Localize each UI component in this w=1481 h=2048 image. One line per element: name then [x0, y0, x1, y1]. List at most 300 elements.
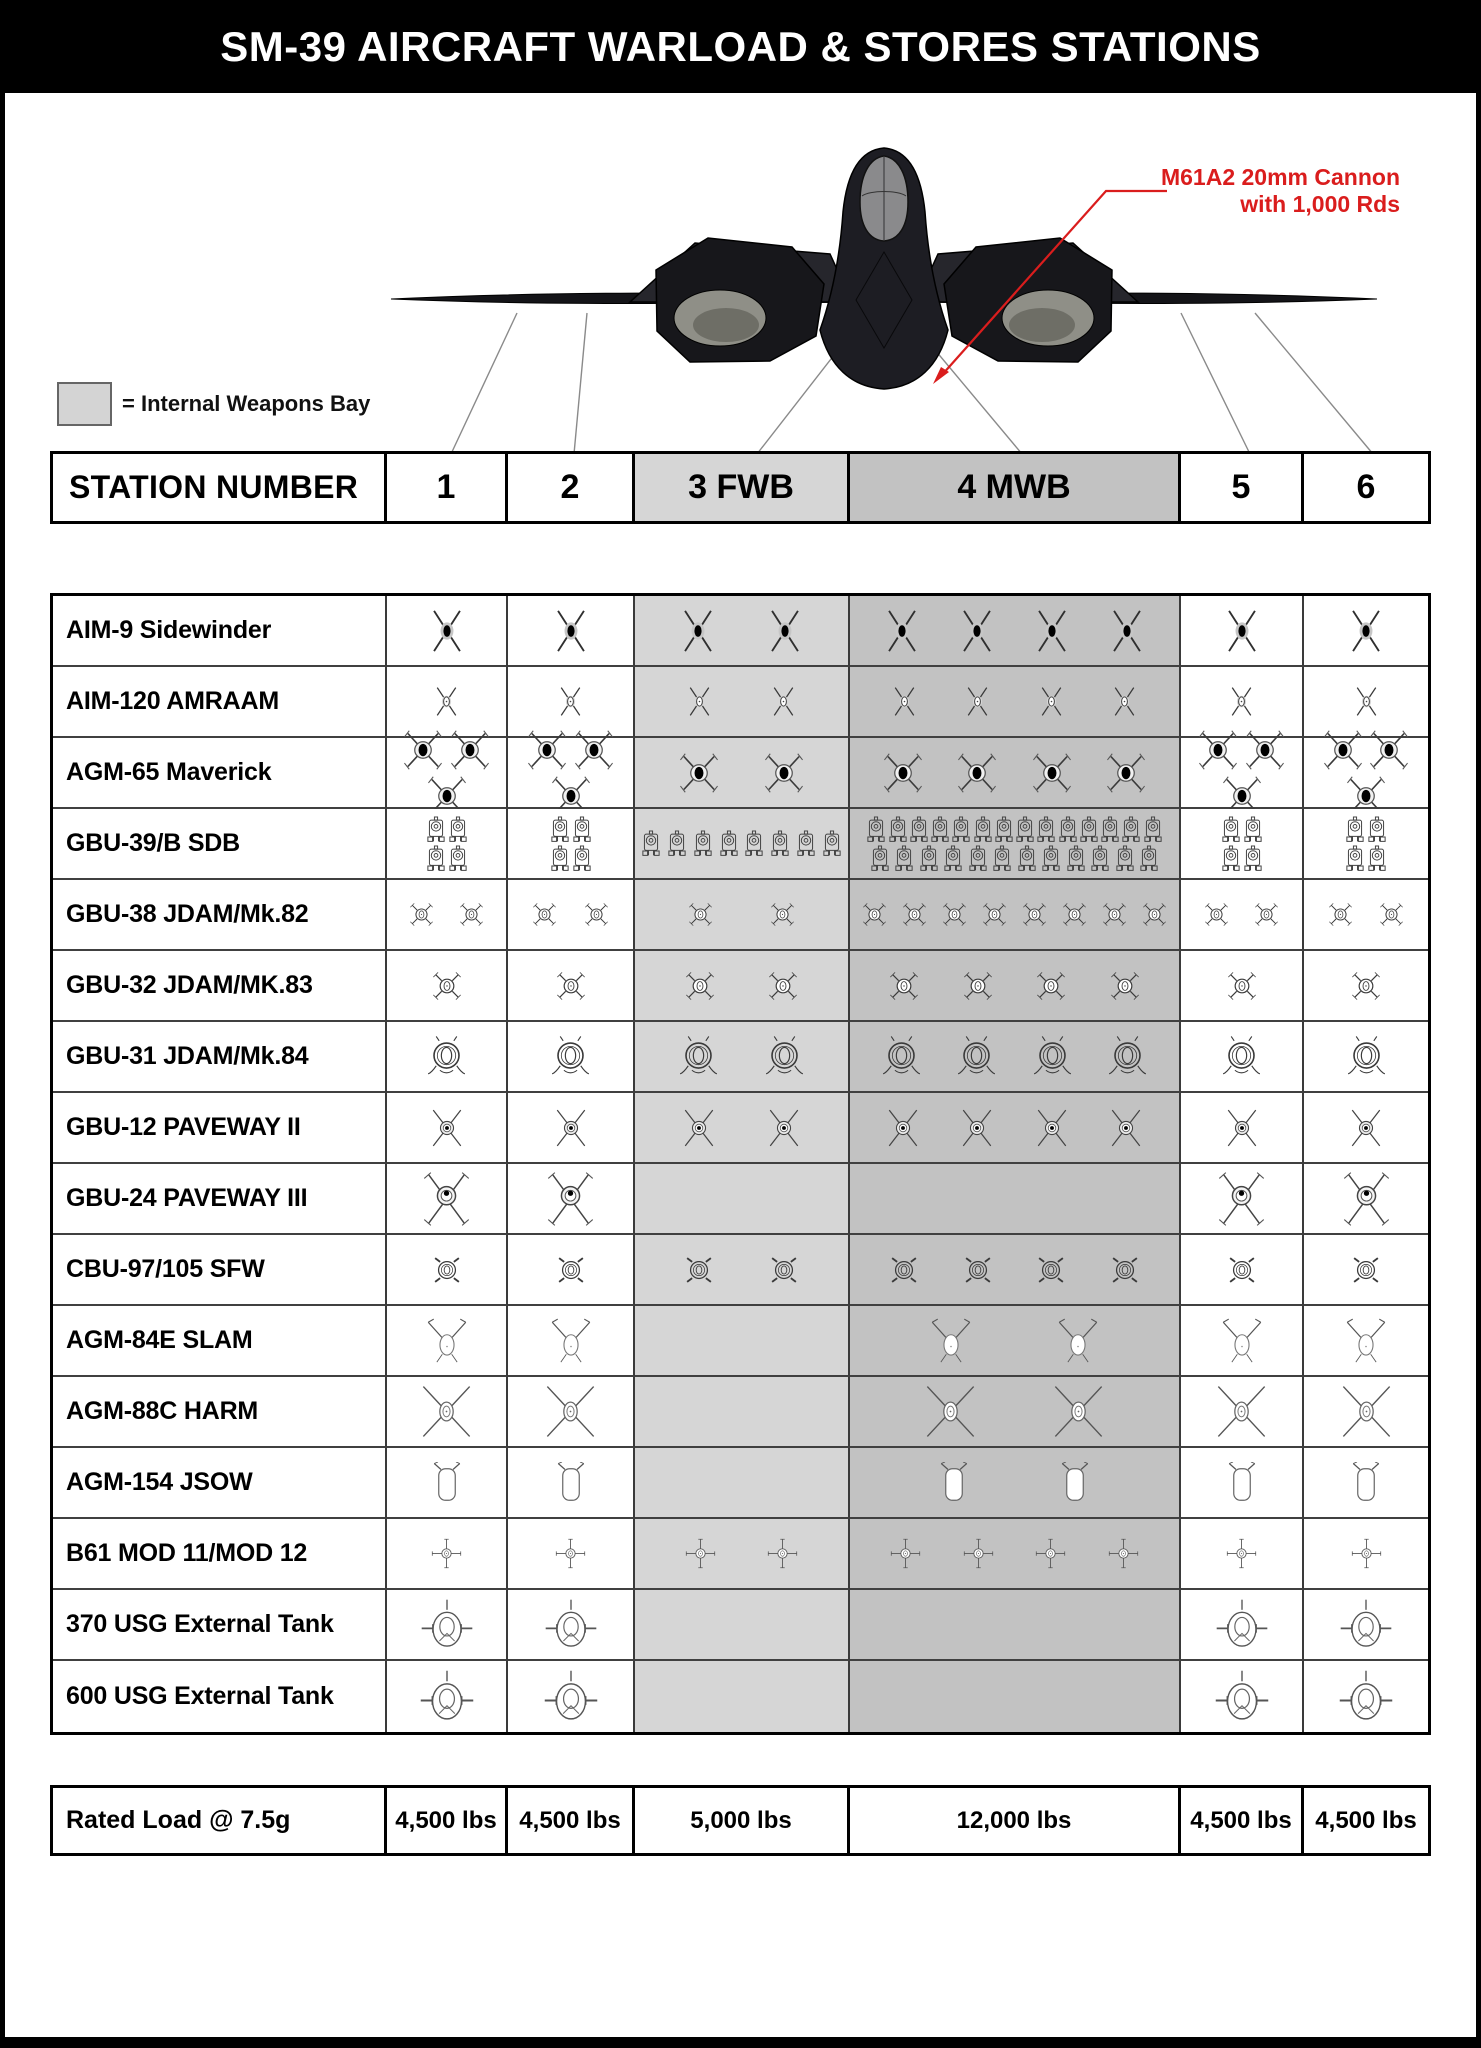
- station-cell: [1181, 1519, 1304, 1590]
- aim120-missile-icon: [765, 683, 802, 720]
- station-cell: [508, 1022, 635, 1093]
- station-cell: [1304, 951, 1428, 1022]
- page-left-border: [0, 0, 5, 2048]
- station-cell: [1304, 1306, 1428, 1377]
- gbu31-bomb-icon: [953, 1032, 1000, 1082]
- station-cell: [635, 880, 850, 951]
- gbu39-bomb-icon: [744, 830, 764, 857]
- gbu31-bomb-icon: [547, 1032, 594, 1082]
- fuel-tank-large-icon: [419, 1668, 475, 1726]
- station-cell: [1181, 1590, 1304, 1661]
- station-cell: [1181, 880, 1304, 951]
- gbu12-bomb-icon: [425, 1106, 469, 1150]
- b61-bomb-icon: [765, 1536, 800, 1571]
- agm84-missile-icon: [926, 1316, 976, 1366]
- station-cell: [850, 1661, 1181, 1732]
- aim120-missile-icon: [681, 683, 718, 720]
- gbu39-bomb-icon: [1041, 845, 1061, 872]
- agm88-missile-icon: [922, 1383, 979, 1440]
- gbu38-bomb-icon: [1099, 899, 1130, 930]
- bottom-bar: [0, 2037, 1481, 2048]
- agm154-glide-icon: [429, 1462, 465, 1504]
- store-label: 370 USG External Tank: [53, 1590, 387, 1661]
- gbu39-bomb-icon: [550, 845, 570, 872]
- station-cell-4-mwb: 4 MWB: [850, 454, 1181, 521]
- gbu39-bomb-icon: [1115, 845, 1135, 872]
- station-cell: [635, 1164, 850, 1235]
- agm65-missile-icon: [448, 728, 492, 772]
- gbu39-bomb-icon: [1036, 816, 1056, 843]
- gbu31-bomb-icon: [1218, 1032, 1265, 1082]
- gbu39-bomb-icon: [1058, 816, 1078, 843]
- gbu24-bomb-icon: [544, 1171, 597, 1227]
- store-label: GBU-32 JDAM/MK.83: [53, 951, 387, 1022]
- fuel-tank-large-icon: [543, 1668, 599, 1726]
- gbu39-bomb-icon: [719, 830, 739, 857]
- station-cell: [387, 1306, 508, 1377]
- station-cell-2: 2: [508, 454, 635, 521]
- legend-label: = Internal Weapons Bay: [122, 391, 371, 416]
- station-cell: [1181, 1448, 1304, 1519]
- station-cell: [1181, 1235, 1304, 1306]
- gbu31-bomb-icon: [761, 1032, 808, 1082]
- station-cell: [1304, 880, 1428, 951]
- gbu39-bomb-icon: [1367, 816, 1387, 843]
- station-cell: [635, 1519, 850, 1590]
- agm88-missile-icon: [1050, 1383, 1107, 1440]
- station-cell: [387, 1377, 508, 1448]
- gbu39-bomb-icon: [641, 830, 661, 857]
- agm84-missile-icon: [1341, 1316, 1391, 1366]
- gbu38-bomb-icon: [767, 899, 798, 930]
- aim9-missile-icon: [548, 608, 594, 654]
- station-cell: [1304, 1093, 1428, 1164]
- gbu39-bomb-icon: [973, 816, 993, 843]
- gbu38-bomb-icon: [1325, 899, 1356, 930]
- gbu12-bomb-icon: [1344, 1106, 1388, 1150]
- store-label: AIM-9 Sidewinder: [53, 596, 387, 667]
- gbu39-bomb-icon: [1121, 816, 1141, 843]
- station-cell: [508, 1661, 635, 1732]
- cbu97-bomb-icon: [1031, 1250, 1071, 1290]
- store-label: GBU-31 JDAM/Mk.84: [53, 1022, 387, 1093]
- gbu32-bomb-icon: [1106, 967, 1144, 1005]
- agm84-missile-icon: [546, 1316, 596, 1366]
- store-label: GBU-38 JDAM/Mk.82: [53, 880, 387, 951]
- station-cell: [1304, 1661, 1428, 1732]
- station-cell: [635, 1235, 850, 1306]
- gbu39-bomb-icon: [822, 830, 842, 857]
- station-cell: [387, 1519, 508, 1590]
- agm65-missile-icon: [572, 728, 616, 772]
- station-cell: [508, 738, 635, 809]
- gbu39-bomb-icon: [1079, 816, 1099, 843]
- agm154-glide-icon: [1348, 1462, 1384, 1504]
- gbu31-bomb-icon: [1029, 1032, 1076, 1082]
- gbu39-bomb-icon: [1345, 845, 1365, 872]
- station-cell: [387, 1590, 508, 1661]
- aim9-missile-icon: [879, 608, 925, 654]
- station-number-table: [50, 451, 1431, 524]
- stores-matrix-table: [50, 593, 1431, 1735]
- station-cell: [387, 1235, 508, 1306]
- agm88-missile-icon: [1338, 1383, 1395, 1440]
- store-label: CBU-97/105 SFW: [53, 1235, 387, 1306]
- station-cell: [1304, 738, 1428, 809]
- b61-bomb-icon: [1106, 1536, 1141, 1571]
- gbu32-bomb-icon: [1347, 967, 1385, 1005]
- agm65-missile-icon: [1321, 728, 1365, 772]
- gbu39-bomb-icon: [1017, 845, 1037, 872]
- station-cell: [1304, 596, 1428, 667]
- station-cell: [508, 1448, 635, 1519]
- station-cell: [508, 1590, 635, 1661]
- gbu38-bomb-icon: [456, 899, 487, 930]
- station-cell: [1181, 951, 1304, 1022]
- cbu97-bomb-icon: [551, 1250, 591, 1290]
- gbu12-bomb-icon: [1104, 1106, 1148, 1150]
- station-cell: [850, 1022, 1181, 1093]
- store-label: GBU-24 PAVEWAY III: [53, 1164, 387, 1235]
- cbu97-bomb-icon: [427, 1250, 467, 1290]
- gbu38-bomb-icon: [899, 899, 930, 930]
- gbu39-bomb-icon: [796, 830, 816, 857]
- aim120-missile-icon: [959, 683, 996, 720]
- station-cell: [387, 1093, 508, 1164]
- gbu32-bomb-icon: [1223, 967, 1261, 1005]
- gbu12-bomb-icon: [677, 1106, 721, 1150]
- aim120-missile-icon: [886, 683, 923, 720]
- station-cell: [1304, 1377, 1428, 1448]
- store-label: AGM-88C HARM: [53, 1377, 387, 1448]
- station-cell: [850, 738, 1181, 809]
- cannon-annotation: [1161, 164, 1400, 218]
- station-cell: [387, 1661, 508, 1732]
- gbu31-bomb-icon: [675, 1032, 722, 1082]
- b61-bomb-icon: [553, 1536, 588, 1571]
- gbu12-bomb-icon: [881, 1106, 925, 1150]
- station-cell: [635, 1022, 850, 1093]
- gbu39-bomb-icon: [448, 816, 468, 843]
- aim120-missile-icon: [552, 683, 589, 720]
- agm154-glide-icon: [936, 1462, 972, 1504]
- station-cell: [635, 1093, 850, 1164]
- cbu97-bomb-icon: [1105, 1250, 1145, 1290]
- station-cell: [850, 596, 1181, 667]
- gbu39-bomb-icon: [1139, 845, 1159, 872]
- gbu39-bomb-icon: [888, 816, 908, 843]
- station-cell: [1181, 1022, 1304, 1093]
- gbu39-bomb-icon: [1015, 816, 1035, 843]
- station-cell: [635, 1448, 850, 1519]
- rated-load-value-4: 12,000 lbs: [850, 1788, 1181, 1853]
- b61-bomb-icon: [961, 1536, 996, 1571]
- b61-bomb-icon: [888, 1536, 923, 1571]
- station-cell: [850, 1093, 1181, 1164]
- aim9-missile-icon: [675, 608, 721, 654]
- station-cell: [1181, 1164, 1304, 1235]
- gbu38-bomb-icon: [1059, 899, 1090, 930]
- station-cell: [387, 880, 508, 951]
- gbu24-bomb-icon: [420, 1171, 473, 1227]
- gbu38-bomb-icon: [529, 899, 560, 930]
- station-cell: [850, 667, 1181, 738]
- store-label: GBU-39/B SDB: [53, 809, 387, 880]
- gbu38-bomb-icon: [1201, 899, 1232, 930]
- gbu38-bomb-icon: [979, 899, 1010, 930]
- station-cell: [508, 1093, 635, 1164]
- station-cell: [635, 1661, 850, 1732]
- station-cell: [850, 1377, 1181, 1448]
- gbu39-bomb-icon: [1367, 845, 1387, 872]
- station-cell: [1304, 809, 1428, 880]
- station-cell: [387, 1448, 508, 1519]
- store-label: AGM-154 JSOW: [53, 1448, 387, 1519]
- gbu12-bomb-icon: [762, 1106, 806, 1150]
- gbu39-bomb-icon: [992, 845, 1012, 872]
- gbu12-bomb-icon: [549, 1106, 593, 1150]
- rated-load-header: Rated Load @ 7.5g: [53, 1788, 387, 1853]
- agm84-missile-icon: [1053, 1316, 1103, 1366]
- agm65-missile-icon: [401, 728, 445, 772]
- agm84-missile-icon: [422, 1316, 472, 1366]
- station-cell: [508, 1164, 635, 1235]
- aim120-missile-icon: [1348, 683, 1385, 720]
- agm88-missile-icon: [418, 1383, 475, 1440]
- agm65-missile-icon: [677, 751, 721, 795]
- station-cell: [508, 1377, 635, 1448]
- cbu97-bomb-icon: [958, 1250, 998, 1290]
- station-cell: [508, 596, 635, 667]
- gbu12-bomb-icon: [1220, 1106, 1264, 1150]
- aim120-missile-icon: [1223, 683, 1260, 720]
- station-cell: [508, 809, 635, 880]
- agm65-missile-icon: [1367, 728, 1411, 772]
- gbu39-bomb-icon: [994, 816, 1014, 843]
- station-cell: [635, 951, 850, 1022]
- station-cell: [387, 1022, 508, 1093]
- station-cell: [850, 1235, 1181, 1306]
- gbu39-bomb-icon: [943, 845, 963, 872]
- b61-bomb-icon: [429, 1536, 464, 1571]
- cannon-annotation-line1: M61A2 20mm Cannon: [1160, 164, 1400, 190]
- station-cell: [1304, 1022, 1428, 1093]
- agm65-missile-icon: [1104, 751, 1148, 795]
- gbu39-bomb-icon: [572, 845, 592, 872]
- aim9-missile-icon: [954, 608, 1000, 654]
- aim120-missile-icon: [1106, 683, 1143, 720]
- gbu38-bomb-icon: [406, 899, 437, 930]
- station-cell: [1304, 1590, 1428, 1661]
- gbu32-bomb-icon: [428, 967, 466, 1005]
- gbu39-bomb-icon: [951, 816, 971, 843]
- station-cell: [1304, 1519, 1428, 1590]
- station-cell: [508, 1306, 635, 1377]
- gbu31-bomb-icon: [1343, 1032, 1390, 1082]
- agm65-missile-icon: [762, 751, 806, 795]
- station-cell-1: 1: [387, 454, 508, 521]
- station-cell: [1181, 738, 1304, 809]
- gbu24-bomb-icon: [1215, 1171, 1268, 1227]
- gbu39-bomb-icon: [426, 845, 446, 872]
- station-cell: [387, 951, 508, 1022]
- store-label: GBU-12 PAVEWAY II: [53, 1093, 387, 1164]
- gbu39-bomb-icon: [667, 830, 687, 857]
- station-cell: [508, 1235, 635, 1306]
- page-title: SM-39 AIRCRAFT WARLOAD & STORES STATIONS: [220, 22, 1261, 70]
- fuel-tank-icon: [1339, 1598, 1393, 1652]
- rated-load-value-6: 4,500 lbs: [1315, 1806, 1417, 1834]
- rated-load-value-3: 5,000 lbs: [635, 1788, 850, 1853]
- station-cell-5: 5: [1181, 454, 1304, 521]
- station-cell: [1181, 1093, 1304, 1164]
- fuel-tank-large-icon: [1338, 1668, 1394, 1726]
- rated-load-value-1: 4,500 lbs: [387, 1788, 508, 1853]
- gbu38-bomb-icon: [581, 899, 612, 930]
- gbu39-bomb-icon: [693, 830, 713, 857]
- fuel-tank-large-icon: [1214, 1668, 1270, 1726]
- station-cell: [1181, 809, 1304, 880]
- agm65-missile-icon: [881, 751, 925, 795]
- gbu39-bomb-icon: [1066, 845, 1086, 872]
- station-cell: [635, 1377, 850, 1448]
- rated-load-value-5: 4,500 lbs: [1181, 1788, 1304, 1853]
- gbu39-bomb-icon: [909, 816, 929, 843]
- aim9-missile-icon: [1343, 608, 1389, 654]
- station-cell-6: 6: [1356, 468, 1376, 506]
- aim9-missile-icon: [1104, 608, 1150, 654]
- station-cell: [635, 667, 850, 738]
- station-cell: [1181, 1377, 1304, 1448]
- gbu32-bomb-icon: [764, 967, 802, 1005]
- station-cell: [508, 951, 635, 1022]
- store-label: B61 MOD 11/MOD 12: [53, 1519, 387, 1590]
- station-cell: [635, 1590, 850, 1661]
- gbu39-bomb-icon: [1100, 816, 1120, 843]
- gbu12-bomb-icon: [1030, 1106, 1074, 1150]
- gbu38-bomb-icon: [859, 899, 890, 930]
- station-cell: [1304, 1235, 1428, 1306]
- gbu39-bomb-icon: [572, 816, 592, 843]
- station-cell: [850, 880, 1181, 951]
- station-cell: [635, 809, 850, 880]
- gbu38-bomb-icon: [1376, 899, 1407, 930]
- gbu39-bomb-icon: [1243, 816, 1263, 843]
- gbu31-bomb-icon: [423, 1032, 470, 1082]
- gbu32-bomb-icon: [959, 967, 997, 1005]
- agm154-glide-icon: [553, 1462, 589, 1504]
- station-cell: [850, 1306, 1181, 1377]
- station-cell: [850, 951, 1181, 1022]
- title-bar: [0, 0, 1481, 93]
- gbu39-bomb-icon: [1221, 845, 1241, 872]
- aim9-missile-icon: [1219, 608, 1265, 654]
- gbu31-bomb-icon: [878, 1032, 925, 1082]
- station-cell: [850, 1164, 1181, 1235]
- rated-load-table: [50, 1785, 1431, 1856]
- gbu39-bomb-icon: [426, 816, 446, 843]
- agm65-missile-icon: [1030, 751, 1074, 795]
- gbu39-bomb-icon: [919, 845, 939, 872]
- station-cell: [1181, 1306, 1304, 1377]
- aim9-missile-icon: [1029, 608, 1075, 654]
- agm65-missile-icon: [1243, 728, 1287, 772]
- gbu32-bomb-icon: [681, 967, 719, 1005]
- b61-bomb-icon: [683, 1536, 718, 1571]
- gbu39-bomb-icon: [448, 845, 468, 872]
- gbu39-bomb-icon: [1243, 845, 1263, 872]
- gbu32-bomb-icon: [552, 967, 590, 1005]
- gbu39-bomb-icon: [1345, 816, 1365, 843]
- store-label: AIM-120 AMRAAM: [53, 667, 387, 738]
- aim9-missile-icon: [762, 608, 808, 654]
- store-label: 600 USG External Tank: [53, 1661, 387, 1732]
- station-cell: [635, 1306, 850, 1377]
- gbu38-bomb-icon: [1251, 899, 1282, 930]
- aim120-missile-icon: [428, 683, 465, 720]
- aim9-missile-icon: [424, 608, 470, 654]
- station-cell: [1181, 1661, 1304, 1732]
- rated-load-value-2: 4,500 lbs: [508, 1788, 635, 1853]
- station-cell: [387, 738, 508, 809]
- gbu39-bomb-icon: [770, 830, 790, 857]
- station-cell: [850, 809, 1181, 880]
- station-cell: [635, 596, 850, 667]
- gbu38-bomb-icon: [939, 899, 970, 930]
- agm65-missile-icon: [1196, 728, 1240, 772]
- fuel-tank-icon: [544, 1598, 598, 1652]
- station-cell: [1304, 1448, 1428, 1519]
- station-cell: [1181, 596, 1304, 667]
- station-cell-3-fwb: 3 FWB: [635, 454, 850, 521]
- store-label: AGM-84E SLAM: [53, 1306, 387, 1377]
- station-cell: [508, 880, 635, 951]
- page-right-border: [1476, 0, 1481, 2048]
- cbu97-bomb-icon: [1222, 1250, 1262, 1290]
- agm154-glide-icon: [1057, 1462, 1093, 1504]
- station-cell: [387, 596, 508, 667]
- agm88-missile-icon: [542, 1383, 599, 1440]
- station-cell: [850, 1448, 1181, 1519]
- aim120-missile-icon: [1033, 683, 1070, 720]
- gbu38-bomb-icon: [1139, 899, 1170, 930]
- agm88-missile-icon: [1213, 1383, 1270, 1440]
- gbu39-bomb-icon: [870, 845, 890, 872]
- station-number-header: STATION NUMBER: [53, 454, 387, 521]
- gbu39-bomb-icon: [1221, 816, 1241, 843]
- b61-bomb-icon: [1224, 1536, 1259, 1571]
- gbu32-bomb-icon: [1032, 967, 1070, 1005]
- fuel-tank-icon: [1215, 1598, 1269, 1652]
- b61-bomb-icon: [1033, 1536, 1068, 1571]
- gbu39-bomb-icon: [1090, 845, 1110, 872]
- gbu39-bomb-icon: [866, 816, 886, 843]
- station-cell: [387, 1164, 508, 1235]
- station-cell: [635, 738, 850, 809]
- agm154-glide-icon: [1224, 1462, 1260, 1504]
- station-cell: [850, 1590, 1181, 1661]
- gbu31-bomb-icon: [1104, 1032, 1151, 1082]
- station-cell: [1304, 1164, 1428, 1235]
- agm84-missile-icon: [1217, 1316, 1267, 1366]
- gbu12-bomb-icon: [955, 1106, 999, 1150]
- gbu39-bomb-icon: [550, 816, 570, 843]
- gbu38-bomb-icon: [685, 899, 716, 930]
- cbu97-bomb-icon: [764, 1250, 804, 1290]
- gbu32-bomb-icon: [885, 967, 923, 1005]
- cannon-annotation-line2: with 1,000 Rds: [1240, 191, 1400, 217]
- cbu97-bomb-icon: [1346, 1250, 1386, 1290]
